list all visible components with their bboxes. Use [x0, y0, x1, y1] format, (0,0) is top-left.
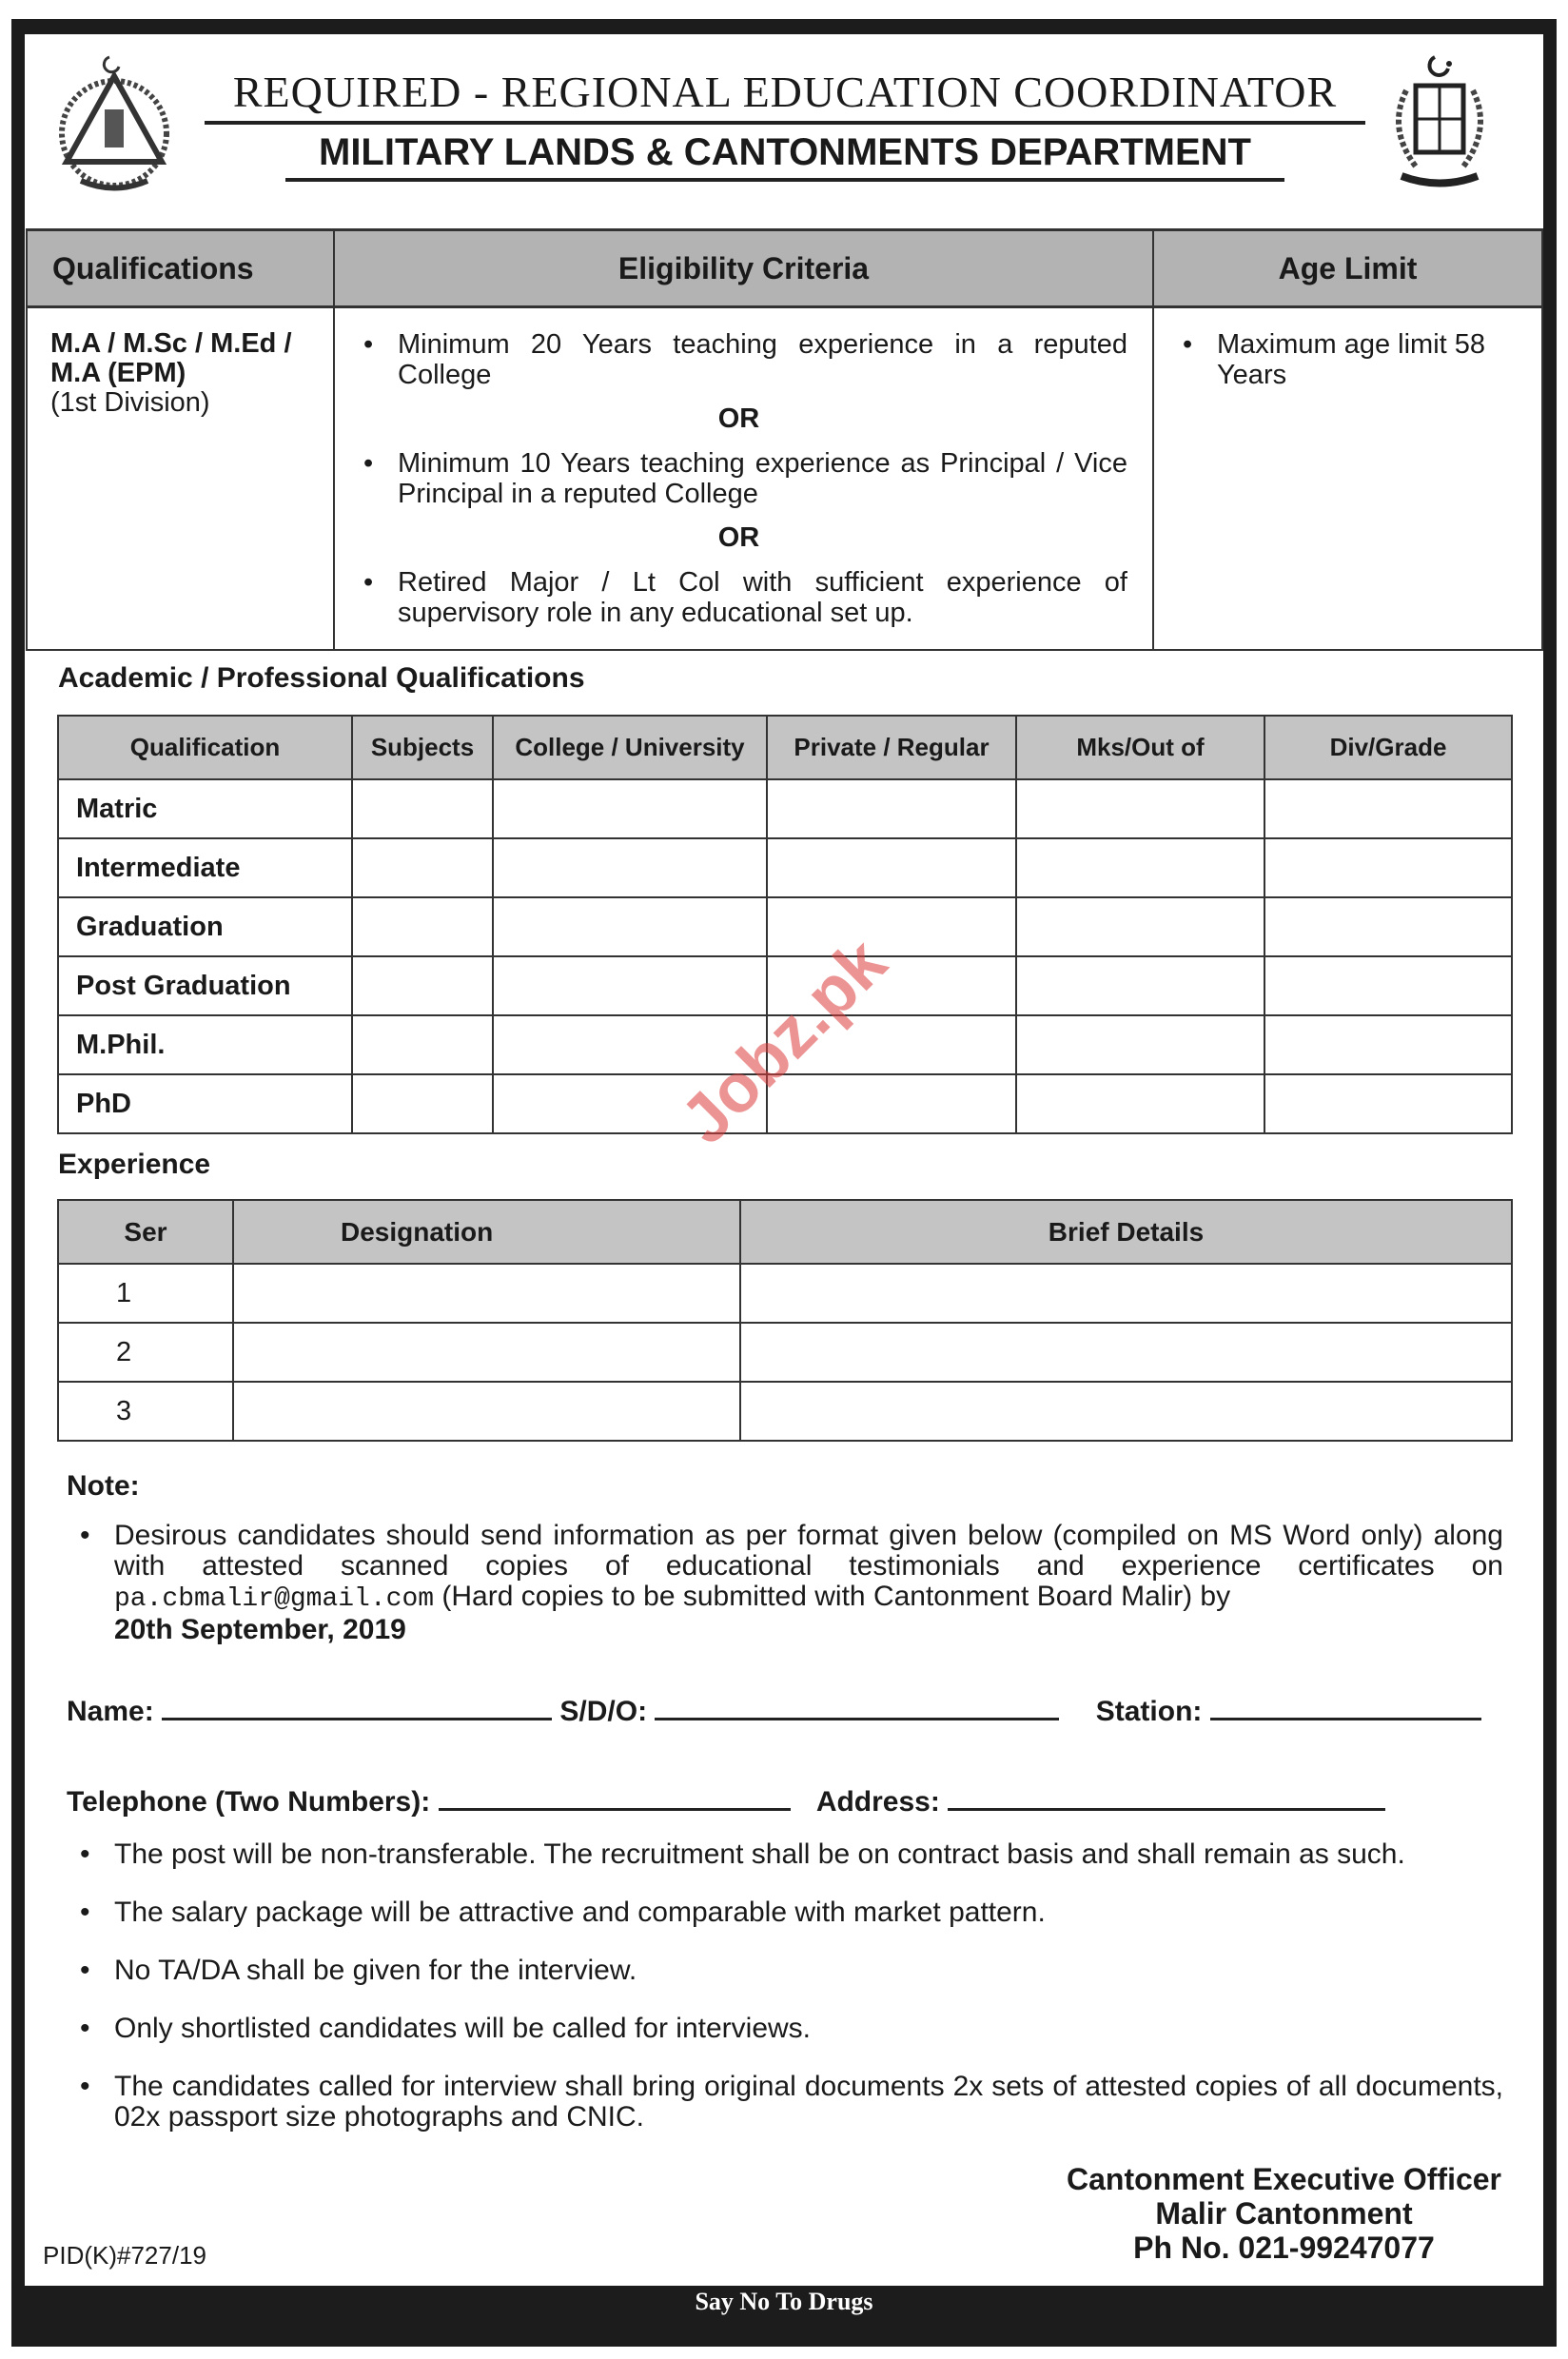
col-header: Qualification — [58, 716, 352, 779]
telephone-label: Telephone (Two Numbers): — [67, 1786, 431, 1818]
term-item: • The candidates called for interview shall bring original documents 2x sets of attested copies of all documents, 02x passport size photographs and CNIC. — [67, 2072, 1503, 2133]
subjects-field[interactable] — [352, 779, 493, 838]
watermark: Jobz.pk — [666, 924, 901, 1159]
station-blank[interactable] — [1210, 1696, 1481, 1720]
grade-field[interactable] — [1264, 1074, 1512, 1133]
college-field[interactable] — [493, 779, 767, 838]
header-age-limit: Age Limit — [1153, 230, 1542, 307]
college-field[interactable] — [493, 897, 767, 956]
table-row — [58, 779, 1512, 838]
term-item: • No TA/DA shall be given for the interview. — [67, 1956, 1503, 1986]
term-item: • The salary package will be attractive and comparable with market pattern. — [67, 1897, 1503, 1928]
grade-field[interactable] — [1264, 779, 1512, 838]
college-field[interactable] — [493, 956, 767, 1015]
academic-section-title: Academic / Professional Qualifications — [58, 662, 585, 694]
col-header: Brief Details — [740, 1200, 1512, 1264]
office-phone: Ph No. 021-99247077 — [1133, 2231, 1435, 2265]
grade-field[interactable] — [1264, 1015, 1512, 1074]
private-regular-field[interactable] — [767, 897, 1016, 956]
subjects-field[interactable] — [352, 838, 493, 897]
details-field[interactable] — [740, 1382, 1512, 1441]
col-header: Private / Regular — [767, 716, 1016, 779]
college-field[interactable] — [493, 838, 767, 897]
col-header: Mks/Out of — [1016, 716, 1264, 779]
row-label: Intermediate — [58, 838, 352, 897]
row-label: Graduation — [58, 897, 352, 956]
table-row — [58, 1264, 1512, 1323]
designation-field[interactable] — [233, 1323, 740, 1382]
subjects-field[interactable] — [352, 1074, 493, 1133]
name-blank[interactable] — [162, 1696, 552, 1720]
department-subtitle: MILITARY LANDS & CANTONMENTS DEPARTMENT — [285, 131, 1284, 182]
station-label: Station: — [1095, 1696, 1203, 1727]
sdo-blank[interactable] — [655, 1696, 1059, 1720]
private-regular-field[interactable] — [767, 779, 1016, 838]
pid-number: PID(K)#727/19 — [43, 2241, 206, 2270]
criteria-item: • Retired Major / Lt Col with sufficient experience of supervisory role in any educational set up. — [350, 567, 1127, 628]
criteria-item: • Minimum 20 Years teaching experience in a reputed College — [350, 329, 1127, 390]
or-label: OR — [717, 522, 760, 553]
eligibility-cell — [334, 307, 1153, 651]
row-label: Matric — [58, 779, 352, 838]
header-eligibility: Eligibility Criteria — [334, 230, 1153, 307]
table-row — [58, 897, 1512, 956]
experience-section-title: Experience — [58, 1149, 211, 1180]
col-header: Div/Grade — [1264, 716, 1512, 779]
grade-field[interactable] — [1264, 897, 1512, 956]
marks-field[interactable] — [1016, 1074, 1264, 1133]
ser-number: 3 — [58, 1382, 233, 1441]
table-row — [58, 1382, 1512, 1441]
footer-slogan: Say No To Drugs — [695, 2288, 873, 2315]
grade-field[interactable] — [1264, 838, 1512, 897]
private-regular-field[interactable] — [767, 838, 1016, 897]
table-row — [58, 1323, 1512, 1382]
deadline: 20th September, 2019 — [114, 1614, 406, 1645]
designation-field[interactable] — [233, 1382, 740, 1441]
name-label: Name: — [67, 1696, 154, 1727]
private-regular-field[interactable] — [767, 1074, 1016, 1133]
marks-field[interactable] — [1016, 779, 1264, 838]
row-label: M.Phil. — [58, 1015, 352, 1074]
age-limit-text: • Maximum age limit 58 Years — [1169, 329, 1503, 390]
col-header: Ser — [58, 1200, 233, 1264]
ser-number: 1 — [58, 1264, 233, 1323]
ser-number: 2 — [58, 1323, 233, 1382]
details-field[interactable] — [740, 1264, 1512, 1323]
term-item: • Only shortlisted candidates will be called for interviews. — [67, 2014, 1503, 2044]
row-label: PhD — [58, 1074, 352, 1133]
page-title: REQUIRED - REGIONAL EDUCATION COORDINATOR — [205, 67, 1365, 125]
address-label: Address: — [815, 1786, 940, 1818]
term-item: • The post will be non-transferable. The recruitment shall be on contract basis and shall remain as such. — [67, 1839, 1503, 1870]
marks-field[interactable] — [1016, 897, 1264, 956]
state-emblem-icon — [1378, 52, 1501, 195]
criteria-item: • Minimum 10 Years teaching experience as Principal / Vice Principal in a reputed College — [350, 448, 1127, 509]
ml-and-c-emblem-icon — [52, 52, 176, 195]
email-link[interactable]: pa.cbmalir@gmail.com — [114, 1584, 435, 1614]
experience-table — [57, 1199, 1513, 1442]
qualification-degrees: M.A / M.Sc / M.Ed / M.A (EPM) — [50, 328, 292, 388]
officer-title: Cantonment Executive Officer — [1067, 2162, 1501, 2196]
designation-field[interactable] — [233, 1264, 740, 1323]
form-row-1 — [67, 1694, 1481, 1730]
note-title: Note: — [67, 1470, 140, 1502]
note-text: (Hard copies to be submitted with Cantonment Board Malir) by — [434, 1581, 1231, 1612]
note-list — [67, 1521, 1503, 1645]
terms-list — [67, 1839, 1503, 2133]
office-name: Malir Cantonment — [1155, 2196, 1413, 2231]
subjects-field[interactable] — [352, 1015, 493, 1074]
sdo-label: S/D/O: — [559, 1696, 648, 1727]
overview-table — [26, 228, 1543, 651]
qualifications-cell — [27, 307, 334, 651]
col-header: College / University — [493, 716, 767, 779]
signature-block — [1067, 2162, 1501, 2265]
form-row-2 — [67, 1784, 1385, 1820]
telephone-blank[interactable] — [439, 1786, 791, 1811]
marks-field[interactable] — [1016, 838, 1264, 897]
subjects-field[interactable] — [352, 956, 493, 1015]
age-cell — [1153, 307, 1542, 651]
col-header: Subjects — [352, 716, 493, 779]
address-blank[interactable] — [948, 1786, 1385, 1811]
marks-field[interactable] — [1016, 1015, 1264, 1074]
row-label: Post Graduation — [58, 956, 352, 1015]
col-header: Designation — [233, 1200, 740, 1264]
table-row — [58, 838, 1512, 897]
or-label: OR — [717, 403, 760, 434]
note-item — [67, 1521, 1503, 1645]
qualification-division: (1st Division) — [50, 387, 210, 418]
details-field[interactable] — [740, 1323, 1512, 1382]
subjects-field[interactable] — [352, 897, 493, 956]
grade-field[interactable] — [1264, 956, 1512, 1015]
header-qualifications: Qualifications — [27, 230, 334, 307]
marks-field[interactable] — [1016, 956, 1264, 1015]
note-text: Desirous candidates should send information as per format given below (compiled on MS Word only) along with attested scanned copies of educational testimonials and experience certificates on — [114, 1520, 1503, 1582]
